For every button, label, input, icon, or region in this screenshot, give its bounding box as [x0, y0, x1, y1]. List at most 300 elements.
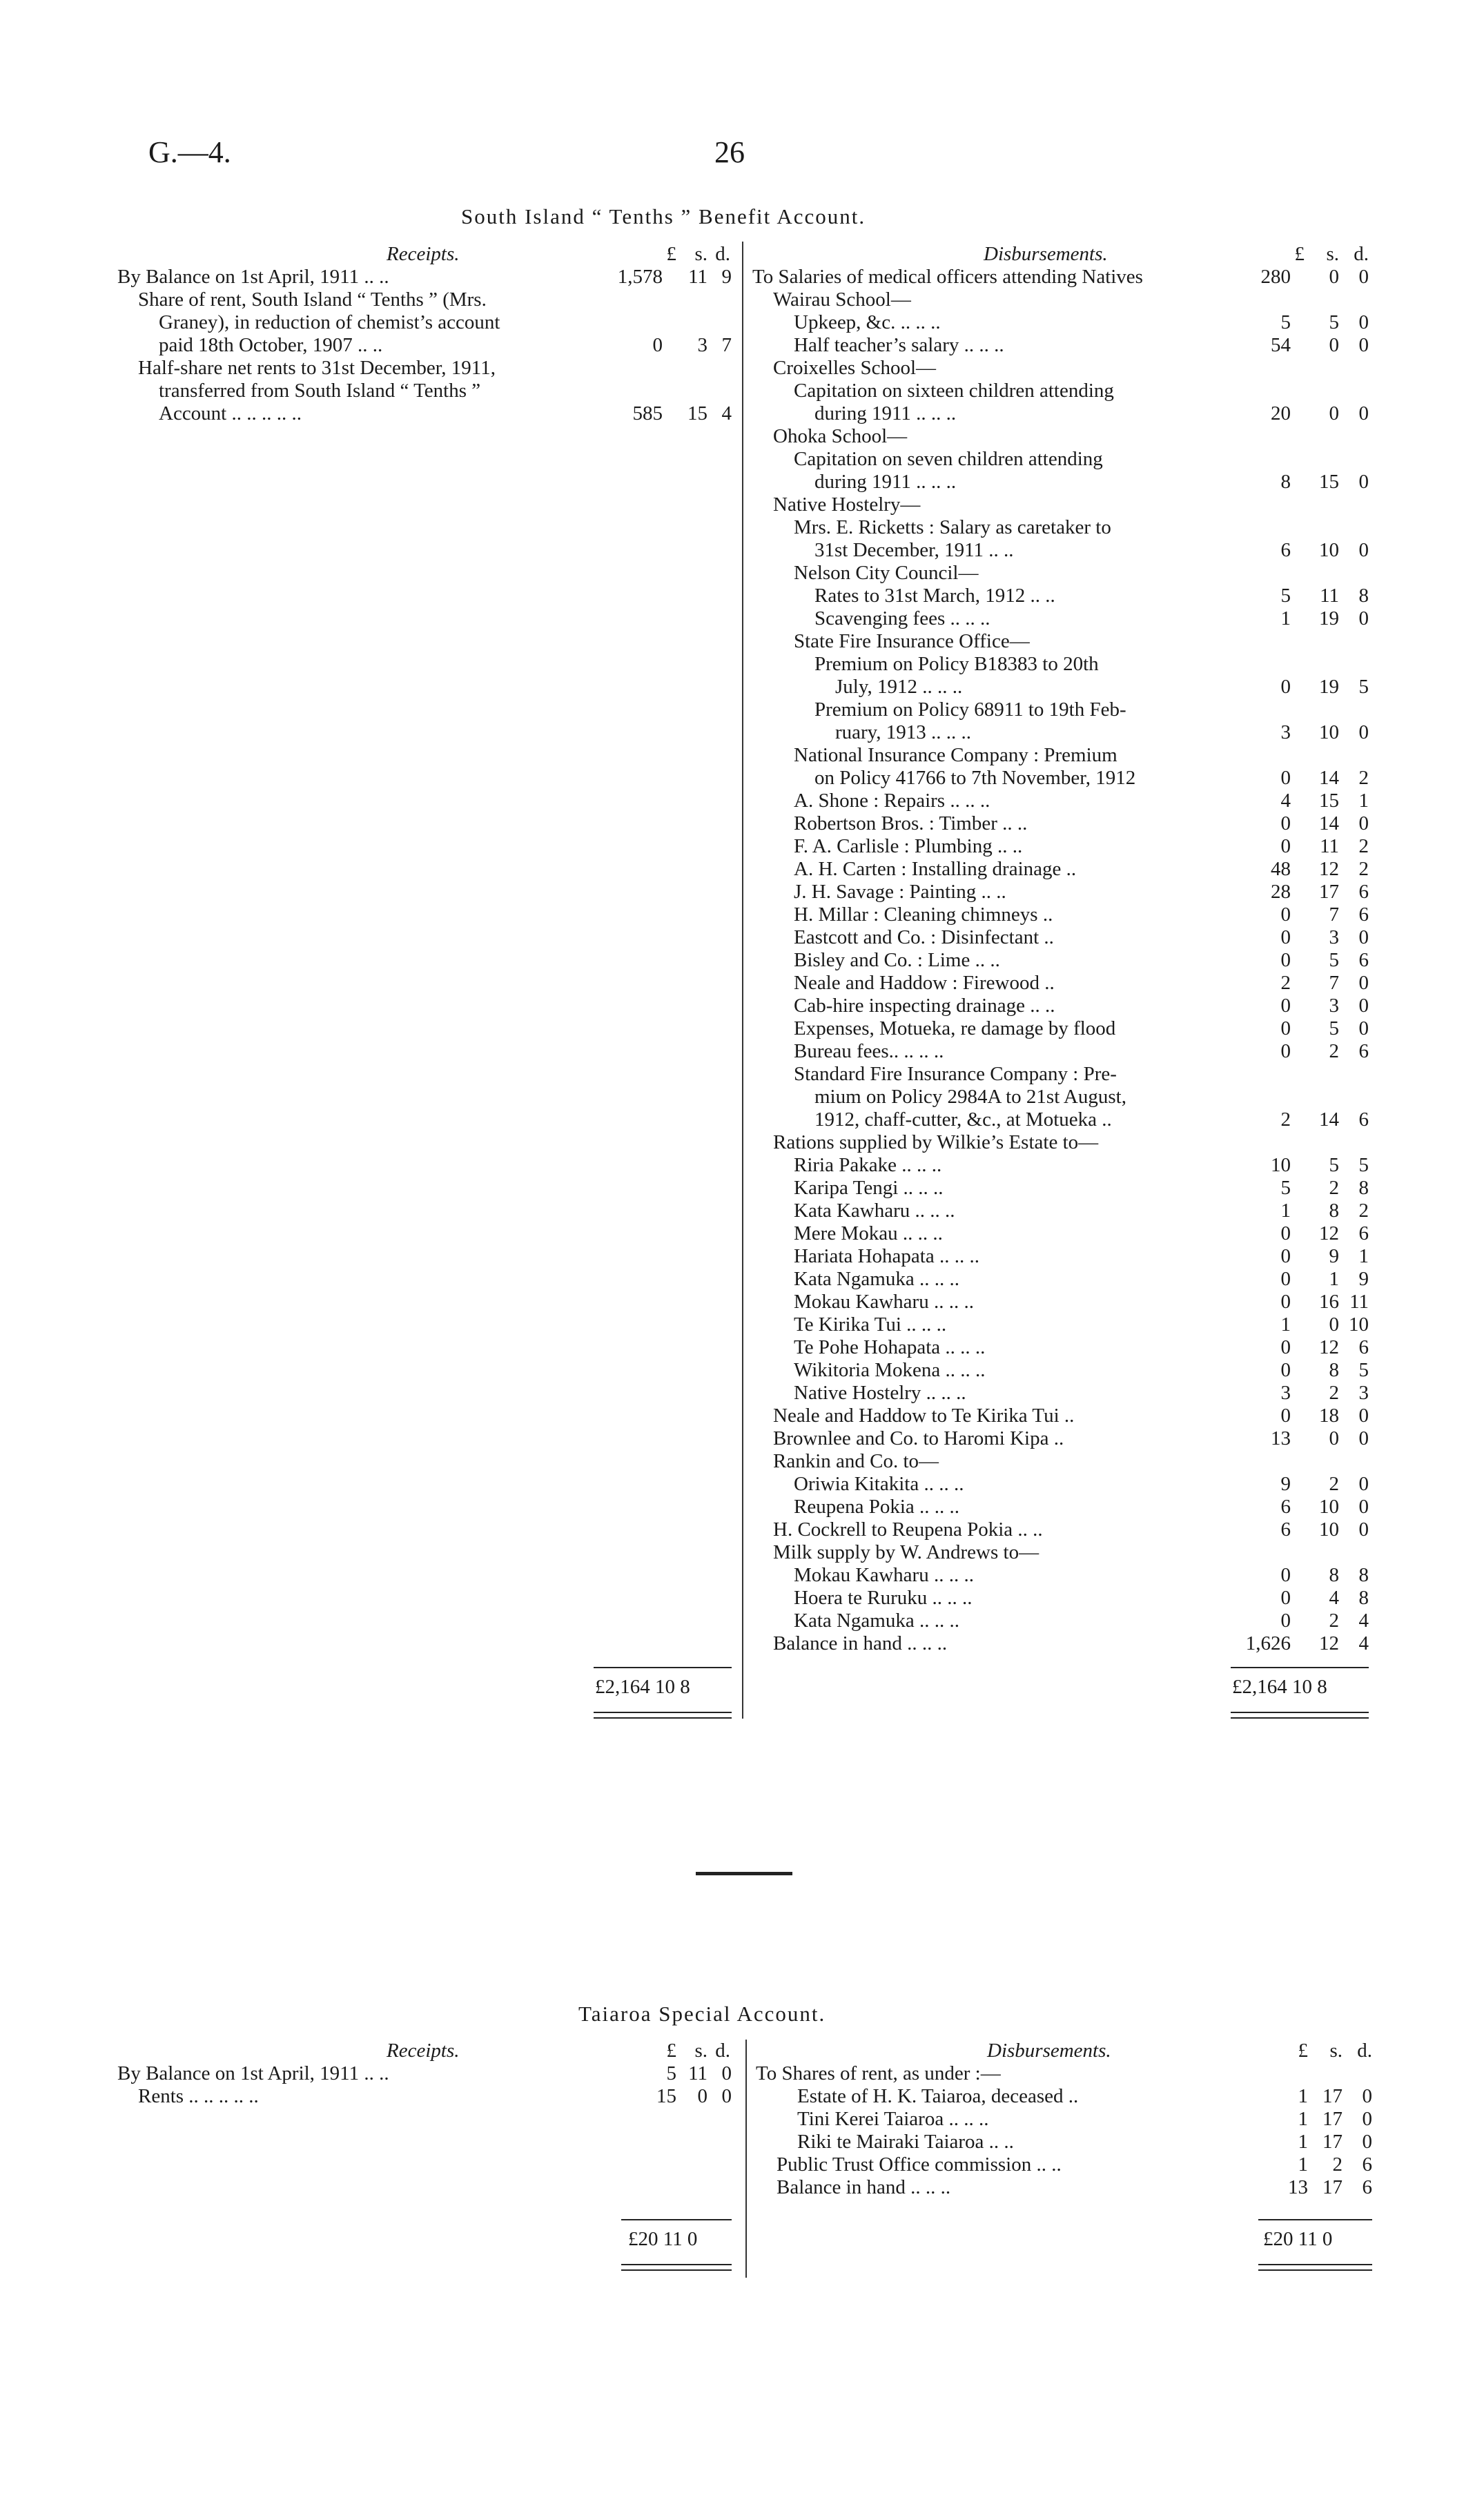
- ledger-row-label: Share of rent, South Island “ Tenths ” (Mrs.: [138, 289, 487, 311]
- amount-pence: 8: [1358, 1587, 1369, 1609]
- ledger-row-label: Graney), in reduction of chemist’s account: [159, 311, 500, 333]
- amount-pence: 5: [1358, 1154, 1369, 1176]
- amount-shillings: 14: [1319, 812, 1339, 834]
- amount-shillings: 0: [1329, 402, 1339, 424]
- amount-pence: 0: [1358, 1017, 1369, 1039]
- ledger-row: [752, 903, 1374, 926]
- ledger-row: [752, 972, 1374, 995]
- amount-pounds: 0: [1280, 812, 1291, 834]
- amount-shillings: 0: [1329, 1427, 1339, 1449]
- ledger-row: [752, 266, 1374, 289]
- amount-pounds: 1: [1298, 2153, 1308, 2176]
- ledger-row: [752, 1382, 1374, 1405]
- amount-pounds: 0: [1280, 1359, 1291, 1381]
- ledger-row-label: Tini Kerei Taiaroa .. .. ..: [797, 2108, 989, 2130]
- ledger-row: [752, 949, 1374, 972]
- ledger-row-label: during 1911 .. .. ..: [814, 471, 957, 493]
- amount-pounds: 1: [1280, 1313, 1291, 1336]
- amount-pounds: 1: [1280, 607, 1291, 629]
- ledger-row-label: 31st December, 1911 .. ..: [814, 539, 1014, 561]
- ledger-row: [752, 926, 1374, 949]
- receipts-total-double-rule: [621, 2264, 732, 2271]
- amount-pounds: 5: [1280, 585, 1291, 607]
- ledger-row: [756, 2176, 1377, 2199]
- ledger-row: [752, 835, 1374, 858]
- ledger-row-label: Half teacher’s salary .. .. ..: [794, 334, 1004, 356]
- amount-pounds: 0: [1280, 1268, 1291, 1290]
- amount-pence: 2: [1358, 835, 1369, 857]
- ledger-row: [752, 1245, 1374, 1268]
- ledger-row: [752, 471, 1374, 494]
- ledger-row: [117, 266, 732, 289]
- account1-receipts: [117, 243, 732, 425]
- ledger-row-label: F. A. Carlisle : Plumbing .. ..: [794, 835, 1023, 857]
- amount-shillings: 10: [1319, 539, 1339, 561]
- receipts-rows: [117, 266, 732, 425]
- ledger-row-label: Te Kirika Tui .. .. ..: [794, 1313, 947, 1336]
- amount-pence: 9: [1358, 1268, 1369, 1290]
- amount-pounds: 280: [1260, 266, 1291, 288]
- amount-pence: 9: [721, 266, 732, 288]
- amount-pounds: 2: [1280, 1108, 1291, 1131]
- section-separator: [696, 1872, 792, 1875]
- amount-shillings: 5: [1329, 1154, 1339, 1176]
- amount-shillings: 5: [1329, 1017, 1339, 1039]
- amount-pence: 11: [1349, 1291, 1369, 1313]
- amount-pence: 0: [1358, 995, 1369, 1017]
- ledger-row-label: Balance in hand .. .. ..: [773, 1632, 948, 1654]
- ledger-row-label: Bisley and Co. : Lime .. ..: [794, 949, 1000, 971]
- account1-divider: [742, 242, 743, 1719]
- amount-shillings: 9: [1329, 1245, 1339, 1267]
- ledger-row: [752, 1131, 1374, 1154]
- ledger-row-label: Hariata Hohapata .. .. ..: [794, 1245, 979, 1267]
- ledger-row: [752, 539, 1374, 562]
- receipts-heading: Receipts.: [387, 243, 460, 265]
- ledger-row: [117, 334, 732, 357]
- amount-shillings: 2: [1329, 1610, 1339, 1632]
- ledger-row: [752, 744, 1374, 767]
- amount-pence: 4: [1358, 1632, 1369, 1654]
- page-ref: G.—4.: [148, 135, 231, 169]
- ledger-row: [752, 1610, 1374, 1632]
- amount-shillings: 5: [1329, 949, 1339, 971]
- ledger-row: [752, 790, 1374, 812]
- receipts-header: [117, 2040, 732, 2062]
- ledger-row: [752, 1405, 1374, 1427]
- ledger-row-label: J. H. Savage : Painting .. ..: [794, 881, 1006, 903]
- ledger-row: [752, 1541, 1374, 1564]
- ledger-row: [752, 289, 1374, 311]
- amount-pence: 6: [1358, 1108, 1369, 1131]
- col-pounds: £: [1294, 243, 1305, 265]
- account2-divider: [745, 2040, 747, 2278]
- ledger-row-label: paid 18th October, 1907 .. ..: [159, 334, 383, 356]
- ledger-row-label: Capitation on seven children attending: [794, 448, 1103, 470]
- amount-pence: 10: [1349, 1313, 1369, 1336]
- amount-pence: 0: [1358, 972, 1369, 994]
- amount-pence: 4: [1358, 1610, 1369, 1632]
- ledger-row-label: Mokau Kawharu .. .. ..: [794, 1564, 974, 1586]
- col-pounds: £: [666, 243, 676, 265]
- ledger-row-label: Account .. .. .. .. ..: [159, 402, 302, 424]
- ledger-row-label: Croixelles School—: [773, 357, 937, 379]
- amount-pounds: 13: [1271, 1427, 1291, 1449]
- amount-pence: 6: [1358, 1222, 1369, 1244]
- amount-pence: 4: [721, 402, 732, 424]
- amount-shillings: 0: [697, 2085, 707, 2107]
- amount-pounds: 0: [1280, 1017, 1291, 1039]
- amount-shillings: 17: [1322, 2131, 1343, 2153]
- ledger-row-label: Neale and Haddow to Te Kirika Tui ..: [773, 1405, 1075, 1427]
- ledger-row: [756, 2108, 1377, 2131]
- col-pence: d.: [715, 243, 730, 265]
- col-pence: d.: [1357, 2040, 1372, 2062]
- amount-pence: 5: [1358, 676, 1369, 698]
- ledger-row: [752, 1268, 1374, 1291]
- ledger-row-label: Karipa Tengi .. .. ..: [794, 1177, 944, 1199]
- amount-pounds: 20: [1271, 402, 1291, 424]
- account2-title: Taiaroa Special Account.: [578, 2002, 826, 2026]
- amount-pounds: 0: [1280, 1040, 1291, 1062]
- ledger-row: [752, 1154, 1374, 1177]
- col-shillings: s.: [694, 243, 707, 265]
- amount-pounds: 0: [1280, 1336, 1291, 1358]
- amount-shillings: 2: [1332, 2153, 1343, 2176]
- receipts-heading: Receipts.: [387, 2040, 460, 2062]
- ledger-row: [117, 2062, 732, 2085]
- amount-pence: 2: [1358, 858, 1369, 880]
- ledger-row-label: A. H. Carten : Installing drainage ..: [794, 858, 1077, 880]
- amount-pence: 3: [1358, 1382, 1369, 1404]
- amount-pence: 1: [1358, 1245, 1369, 1267]
- ledger-row: [752, 357, 1374, 380]
- ledger-row-label: Riki te Mairaki Taiaroa .. ..: [797, 2131, 1014, 2153]
- amount-pounds: 10: [1271, 1154, 1291, 1176]
- ledger-row-label: mium on Policy 2984A to 21st August,: [814, 1086, 1126, 1108]
- amount-pounds: 0: [1280, 1222, 1291, 1244]
- ledger-row-label: State Fire Insurance Office—: [794, 630, 1030, 652]
- ledger-row: [752, 1177, 1374, 1200]
- ledger-row: [752, 1108, 1374, 1131]
- amount-pounds: 2: [1280, 972, 1291, 994]
- ledger-row-label: Neale and Haddow : Firewood ..: [794, 972, 1055, 994]
- amount-shillings: 7: [1329, 972, 1339, 994]
- ledger-row-label: Ohoka School—: [773, 425, 908, 447]
- ledger-row-label: Robertson Bros. : Timber .. ..: [794, 812, 1028, 834]
- amount-pounds: 48: [1271, 858, 1291, 880]
- ledger-row: [117, 402, 732, 425]
- amount-pounds: 0: [1280, 926, 1291, 948]
- ledger-row-label: Premium on Policy B18383 to 20th: [814, 653, 1099, 675]
- disbursements-rows: [756, 2062, 1377, 2199]
- ledger-row: [752, 1313, 1374, 1336]
- amount-pounds: 0: [1280, 1405, 1291, 1427]
- amount-pence: 6: [1358, 903, 1369, 926]
- amount-pounds: 0: [1280, 1291, 1291, 1313]
- ledger-row: [756, 2131, 1377, 2153]
- ledger-row: [752, 721, 1374, 744]
- col-shillings: s.: [1326, 243, 1339, 265]
- amount-pounds: 0: [1280, 903, 1291, 926]
- account1-disbursements: [752, 243, 1374, 1655]
- ledger-row-label: Wairau School—: [773, 289, 911, 311]
- amount-shillings: 2: [1329, 1473, 1339, 1495]
- amount-pounds: 9: [1280, 1473, 1291, 1495]
- ledger-row: [117, 311, 732, 334]
- ledger-row: [752, 995, 1374, 1017]
- amount-pence: 2: [1358, 1200, 1369, 1222]
- amount-pounds: 0: [1280, 1587, 1291, 1609]
- ledger-row-label: Milk supply by W. Andrews to—: [773, 1541, 1039, 1563]
- ledger-row: [752, 448, 1374, 471]
- receipts-total: £20 11 0: [628, 2228, 698, 2250]
- ledger-row-label: H. Millar : Cleaning chimneys ..: [794, 903, 1053, 926]
- amount-pence: 0: [1358, 1496, 1369, 1518]
- col-pence: d.: [1354, 243, 1369, 265]
- ledger-row-label: Kata Ngamuka .. .. ..: [794, 1268, 959, 1290]
- amount-pounds: 1: [1298, 2131, 1308, 2153]
- ledger-row: [117, 2085, 732, 2108]
- ledger-row: [752, 494, 1374, 516]
- amount-pence: 6: [1362, 2176, 1372, 2198]
- ledger-row-label: Rates to 31st March, 1912 .. ..: [814, 585, 1055, 607]
- disbursements-heading: Disbursements.: [984, 243, 1108, 265]
- amount-pence: 5: [1358, 1359, 1369, 1381]
- ledger-row-label: Riria Pakake .. .. ..: [794, 1154, 942, 1176]
- amount-pence: 0: [1358, 1427, 1369, 1449]
- amount-pounds: 0: [1280, 995, 1291, 1017]
- disbursements-total-double-rule: [1258, 2264, 1372, 2271]
- amount-pence: 8: [1358, 1564, 1369, 1586]
- amount-shillings: 8: [1329, 1564, 1339, 1586]
- amount-pence: 0: [721, 2085, 732, 2107]
- amount-shillings: 12: [1319, 858, 1339, 880]
- ledger-row-label: By Balance on 1st April, 1911 .. ..: [117, 266, 389, 288]
- ledger-row-label: Half-share net rents to 31st December, 1911,: [138, 357, 496, 379]
- amount-shillings: 10: [1319, 1518, 1339, 1541]
- ledger-row-label: 1912, chaff-cutter, &c., at Motueka ..: [814, 1108, 1112, 1131]
- amount-shillings: 2: [1329, 1040, 1339, 1062]
- ledger-row: [752, 676, 1374, 698]
- amount-shillings: 11: [1320, 835, 1339, 857]
- ledger-row: [752, 1359, 1374, 1382]
- ledger-row: [752, 1450, 1374, 1473]
- amount-shillings: 3: [1329, 995, 1339, 1017]
- account2-receipts: [117, 2040, 732, 2108]
- amount-pounds: 6: [1280, 1496, 1291, 1518]
- amount-shillings: 12: [1319, 1632, 1339, 1654]
- amount-pence: 7: [721, 334, 732, 356]
- ledger-row-label: Kata Ngamuka .. .. ..: [794, 1610, 959, 1632]
- amount-pence: 0: [1358, 721, 1369, 743]
- amount-shillings: 12: [1319, 1222, 1339, 1244]
- ledger-row: [752, 653, 1374, 676]
- amount-shillings: 0: [1329, 1313, 1339, 1336]
- ledger-row: [752, 1564, 1374, 1587]
- receipts-header: [117, 243, 732, 266]
- disbursements-total: £20 11 0: [1263, 2228, 1333, 2250]
- ledger-row: [752, 402, 1374, 425]
- amount-shillings: 11: [688, 266, 707, 288]
- ledger-row: [117, 357, 732, 380]
- disbursements-total-rule: [1258, 2219, 1372, 2220]
- amount-pence: 0: [1358, 266, 1369, 288]
- amount-pounds: 54: [1271, 334, 1291, 356]
- ledger-row-label: By Balance on 1st April, 1911 .. ..: [117, 2062, 389, 2084]
- col-shillings: s.: [694, 2040, 707, 2062]
- amount-pence: 0: [1358, 607, 1369, 629]
- ledger-row: [752, 858, 1374, 881]
- ledger-row: [752, 1587, 1374, 1610]
- ledger-row-label: Mokau Kawharu .. .. ..: [794, 1291, 974, 1313]
- amount-shillings: 2: [1329, 1382, 1339, 1404]
- amount-shillings: 0: [1329, 266, 1339, 288]
- ledger-row-label: transferred from South Island “ Tenths ”: [159, 380, 481, 402]
- amount-pounds: 0: [1280, 1245, 1291, 1267]
- ledger-row: [752, 1017, 1374, 1040]
- amount-shillings: 4: [1329, 1587, 1339, 1609]
- amount-pence: 8: [1358, 1177, 1369, 1199]
- ledger-row-label: To Shares of rent, as under :—: [756, 2062, 1001, 2084]
- amount-pence: 6: [1358, 881, 1369, 903]
- amount-shillings: 7: [1329, 903, 1339, 926]
- amount-shillings: 11: [1320, 585, 1339, 607]
- ledger-row: [752, 516, 1374, 539]
- amount-shillings: 8: [1329, 1359, 1339, 1381]
- amount-pounds: 1: [1280, 1200, 1291, 1222]
- amount-pence: 0: [721, 2062, 732, 2084]
- ledger-row: [752, 812, 1374, 835]
- ledger-row-label: Scavenging fees .. .. ..: [814, 607, 990, 629]
- ledger-row-label: Oriwia Kitakita .. .. ..: [794, 1473, 964, 1495]
- ledger-row: [752, 1222, 1374, 1245]
- amount-shillings: 10: [1319, 1496, 1339, 1518]
- ledger-row: [752, 1632, 1374, 1655]
- receipts-total-double-rule: [594, 1712, 732, 1719]
- amount-pounds: 0: [1280, 767, 1291, 789]
- amount-pence: 0: [1358, 812, 1369, 834]
- ledger-row: [752, 1200, 1374, 1222]
- amount-pounds: 1: [1298, 2108, 1308, 2130]
- ledger-row-label: Expenses, Motueka, re damage by flood: [794, 1017, 1116, 1039]
- amount-pence: 1: [1358, 790, 1369, 812]
- disbursements-total-rule: [1231, 1667, 1369, 1668]
- amount-pence: 0: [1358, 926, 1369, 948]
- ledger-row: [756, 2085, 1377, 2108]
- col-shillings: s.: [1329, 2040, 1343, 2062]
- ledger-row: [752, 698, 1374, 721]
- amount-pence: 6: [1362, 2153, 1372, 2176]
- amount-shillings: 16: [1319, 1291, 1339, 1313]
- ledger-row-label: National Insurance Company : Premium: [794, 744, 1117, 766]
- amount-shillings: 14: [1319, 1108, 1339, 1131]
- receipts-total: £2,164 10 8: [595, 1676, 690, 1698]
- amount-shillings: 15: [687, 402, 707, 424]
- amount-shillings: 19: [1319, 676, 1339, 698]
- ledger-row-label: Rents .. .. .. .. ..: [138, 2085, 259, 2107]
- ledger-row-label: Te Pohe Hohapata .. .. ..: [794, 1336, 986, 1358]
- amount-shillings: 17: [1322, 2085, 1343, 2107]
- ledger-row-label: Estate of H. K. Taiaroa, deceased ..: [797, 2085, 1079, 2107]
- amount-pounds: 1: [1298, 2085, 1308, 2107]
- amount-pounds: 0: [1280, 949, 1291, 971]
- amount-pence: 0: [1362, 2108, 1372, 2130]
- ledger-row: [752, 425, 1374, 448]
- amount-pence: 8: [1358, 585, 1369, 607]
- ledger-row-label: Mere Mokau .. .. ..: [794, 1222, 943, 1244]
- amount-pence: 0: [1358, 1518, 1369, 1541]
- amount-pounds: 1,626: [1245, 1632, 1291, 1654]
- amount-pounds: 0: [652, 334, 663, 356]
- amount-shillings: 17: [1322, 2108, 1343, 2130]
- amount-pounds: 6: [1280, 539, 1291, 561]
- ledger-row-label: H. Cockrell to Reupena Pokia .. ..: [773, 1518, 1043, 1541]
- ledger-row-label: Native Hostelry—: [773, 494, 921, 516]
- ledger-row-label: Brownlee and Co. to Haromi Kipa ..: [773, 1427, 1064, 1449]
- ledger-row-label: Balance in hand .. .. ..: [777, 2176, 951, 2198]
- amount-shillings: 2: [1329, 1177, 1339, 1199]
- amount-shillings: 11: [688, 2062, 707, 2084]
- amount-pence: 6: [1358, 949, 1369, 971]
- ledger-row: [752, 1496, 1374, 1518]
- ledger-row: [752, 1427, 1374, 1450]
- col-pounds: £: [666, 2040, 676, 2062]
- amount-pence: 0: [1358, 311, 1369, 333]
- amount-pence: 0: [1358, 402, 1369, 424]
- ledger-row: [752, 1518, 1374, 1541]
- amount-pounds: 4: [1280, 790, 1291, 812]
- disbursements-rows: [752, 266, 1374, 1655]
- amount-pounds: 3: [1280, 721, 1291, 743]
- amount-shillings: 3: [1329, 926, 1339, 948]
- ledger-row-label: ruary, 1913 .. .. ..: [835, 721, 972, 743]
- ledger-row: [752, 311, 1374, 334]
- amount-pounds: 1,578: [617, 266, 663, 288]
- ledger-row: [756, 2062, 1377, 2085]
- amount-shillings: 19: [1319, 607, 1339, 629]
- amount-shillings: 3: [697, 334, 707, 356]
- ledger-row-label: Premium on Policy 68911 to 19th Feb-: [814, 698, 1126, 721]
- page-number: 26: [714, 135, 745, 169]
- ledger-row: [752, 1336, 1374, 1359]
- amount-shillings: 10: [1319, 721, 1339, 743]
- ledger-row: [752, 562, 1374, 585]
- ledger-row: [756, 2153, 1377, 2176]
- amount-pence: 0: [1358, 1405, 1369, 1427]
- amount-pence: 6: [1358, 1336, 1369, 1358]
- ledger-row-label: Cab-hire inspecting drainage .. ..: [794, 995, 1055, 1017]
- amount-shillings: 8: [1329, 1200, 1339, 1222]
- amount-shillings: 15: [1319, 471, 1339, 493]
- amount-pounds: 0: [1280, 1564, 1291, 1586]
- ledger-row-label: Nelson City Council—: [794, 562, 979, 584]
- ledger-row-label: Wikitoria Mokena .. .. ..: [794, 1359, 986, 1381]
- amount-pence: 0: [1358, 471, 1369, 493]
- ledger-row-label: Standard Fire Insurance Company : Pre-: [794, 1063, 1117, 1085]
- ledger-row: [752, 380, 1374, 402]
- amount-pounds: 0: [1280, 1610, 1291, 1632]
- amount-pence: 6: [1358, 1040, 1369, 1062]
- disbursements-header: [752, 243, 1374, 266]
- ledger-row-label: Reupena Pokia .. .. ..: [794, 1496, 960, 1518]
- amount-shillings: 18: [1319, 1405, 1339, 1427]
- amount-pounds: 5: [666, 2062, 676, 2084]
- ledger-row: [752, 1063, 1374, 1086]
- amount-shillings: 17: [1319, 881, 1339, 903]
- ledger-row: [752, 1086, 1374, 1108]
- amount-pence: 0: [1358, 334, 1369, 356]
